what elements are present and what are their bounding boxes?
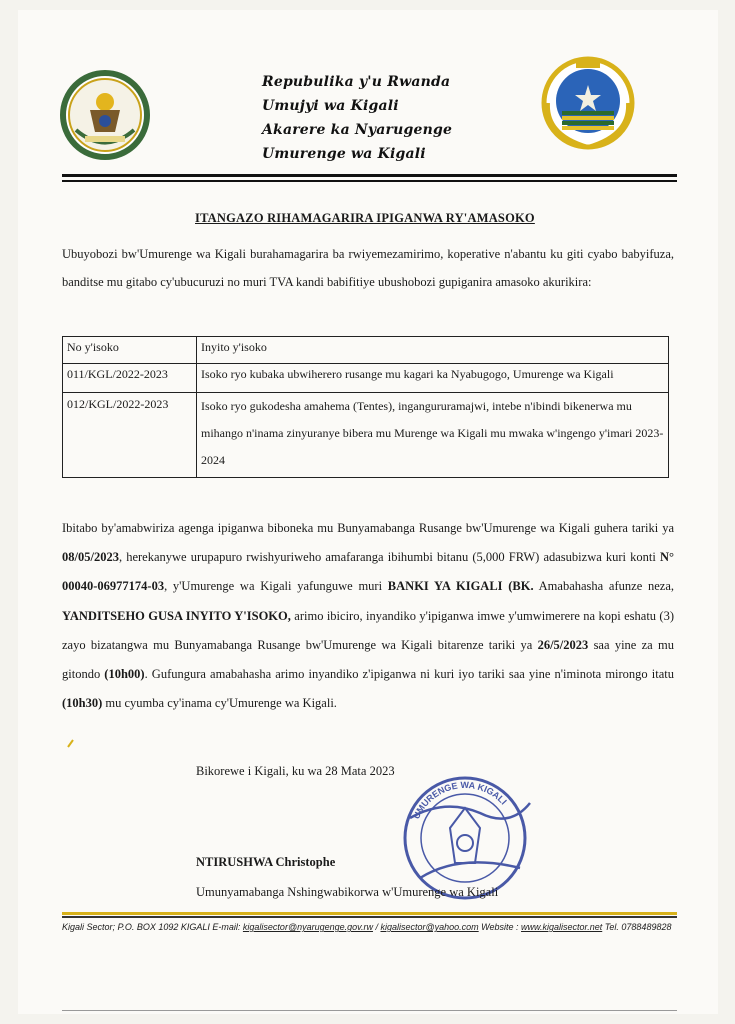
place-and-date: Bikorewe i Kigali, ku wa 28 Mata 2023: [196, 764, 395, 778]
signer-name: NTIRUSHWA Christophe: [196, 855, 336, 869]
start-date: 08/05/2023: [62, 550, 119, 565]
notice-title: ITANGAZO RIHAMAGARIRA IPIGANWA RY'AMASOKO: [195, 211, 535, 225]
notice-intro: Ubuyobozi bw'Umurenge wa Kigali burahamagarira ba rwiyemezamirimo, koperative n'abantu ku giti cyabo babyifuza, banditse mu gitabo cy'ubucuruzi no muri TVA kandi babifitiye ubushobozi gupiganira amasoko akurikira:: [62, 247, 674, 289]
letterhead: [262, 70, 452, 166]
tender-number: 011/KGL/2022-2023: [63, 364, 197, 393]
tender-title: Isoko ryo kubaka ubwiherero rusange mu kagari ka Nyabugogo, Umurenge wa Kigali: [197, 364, 669, 393]
footer-website-label: Website :: [478, 922, 522, 932]
bank-name: BANKI YA KIGALI (BK.: [387, 579, 534, 594]
bank-account: N° 00040-06977174-03: [62, 550, 674, 594]
body-text: mu cyumba cy'inama cy'Umurenge wa Kigali.: [102, 696, 337, 711]
tenders-table: [62, 336, 669, 478]
footer-address: Kigali Sector; P.O. BOX 1092 KIGALI E-mail:: [62, 922, 243, 932]
tender-title: Isoko ryo gukodesha amahema (Tentes), ingangururamajwi, intebe n'ibindi bikenerwa mu mihango n'inama zinyuranye bibera mu Murenge wa Kigali mu mwaka w'ingengo y'imari 2023-2024: [197, 393, 669, 478]
letterhead-line-4: Umurenge wa Kigali: [262, 146, 426, 162]
table-row: [63, 364, 669, 393]
opening-time: (10h30): [62, 696, 103, 711]
deadline-date: 26/5/2023: [537, 637, 589, 652]
letterhead-line-3: Akarere ka Nyarugenge: [262, 122, 453, 138]
body-text: , y'Umurenge wa Kigali yafunguwe muri: [164, 579, 388, 594]
letterhead-line-1: Repubulika y'u Rwanda: [262, 74, 451, 90]
bottom-rule: [62, 1010, 677, 1011]
pen-mark-icon: [66, 738, 76, 748]
header-rule-top: [62, 174, 677, 177]
body-text: saa yine za mu gitondo: [62, 637, 674, 682]
footer-rule-yellow: [62, 912, 677, 915]
website-link[interactable]: www.kigalisector.net: [521, 922, 603, 932]
table-header-number: No y'isoko: [63, 337, 197, 364]
notice-body: [62, 514, 674, 718]
footer-phone: Tel. 0788489828: [602, 922, 672, 932]
body-text: . Gufungura amabahasha arimo inyandiko z'ipiganwa ni kuri iyo tariki saa yine n'iminota mirongo itatu: [144, 667, 674, 682]
stamp-text: UMURENGE WA KIGALI: [411, 779, 509, 821]
table-header-title: Inyito y'isoko: [197, 337, 669, 364]
body-text: , herekanywe urupapuro rwishyuriweho amafaranga ibihumbi bitanu (5,000 FRW) adasubizwa kuri konti: [118, 550, 660, 565]
tender-number: 012/KGL/2022-2023: [63, 393, 197, 478]
kigali-city-logo: [540, 55, 636, 151]
body-text: Amabahasha afunze neza,: [533, 579, 674, 594]
footer-separator: /: [372, 922, 381, 932]
signer-title: Umunyamabanga Nshingwabikorwa w'Umurenge wa Kigali: [196, 885, 499, 899]
email-link-2[interactable]: kigalisector@yahoo.com: [380, 922, 479, 932]
footer-rule-dark: [62, 916, 677, 918]
deadline-time: (10h00): [104, 667, 145, 682]
body-text: Ibitabo by'amabwiriza agenga ipiganwa biboneka mu Bunyamabanga Rusange bw'Umurenge wa Kigali guhera tariki ya: [62, 521, 674, 535]
email-link-1[interactable]: kigalisector@nyarugenge.gov.rw: [242, 922, 373, 932]
body-text: arimo ibiciro, inyandiko y'ipiganwa imwe y'umwimerere na kopi eshatu (3) zayo bizatangwa mu Bunyamabanga Rusange bw'Umurenge wa Kigali bitarenze tariki ya: [62, 608, 675, 652]
table-row: [63, 393, 669, 478]
footer-contact: [62, 922, 671, 932]
table-header-row: [63, 337, 669, 364]
letterhead-line-2: Umujyi wa Kigali: [262, 98, 399, 114]
envelope-instruction: YANDITSEHO GUSA INYITO Y'ISOKO,: [62, 608, 291, 623]
rwanda-coat-of-arms-logo: [60, 70, 150, 160]
header-rule-bottom: [62, 180, 677, 182]
